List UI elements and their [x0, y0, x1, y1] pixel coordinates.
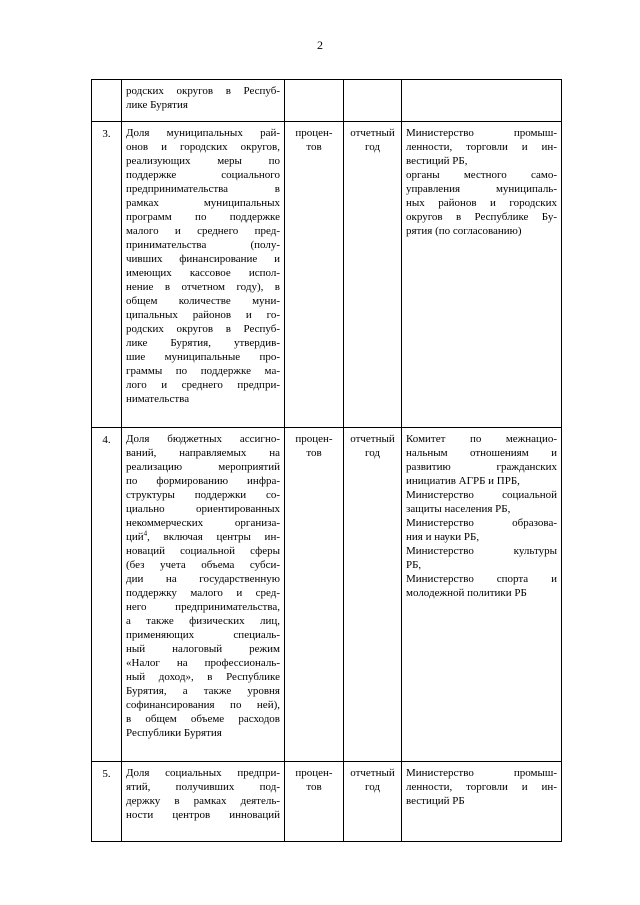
page-number: 2 [317, 38, 323, 52]
text-line: ленности, торговли и ин- [406, 781, 557, 793]
text-line: год [364, 781, 381, 793]
text-line: нение в отчетном году), в [126, 281, 280, 293]
text-line: а также физических лиц, [126, 615, 280, 627]
cell-unit [285, 428, 344, 762]
text-line: онов и городских округов, [126, 141, 280, 153]
text-line: чивших финансирование и [126, 253, 280, 265]
text-line: по формированию инфра- [126, 475, 280, 487]
text-line: ятий, получивших под- [126, 781, 280, 793]
text-line: шие муниципальные про- [126, 351, 280, 363]
cell-responsible [402, 762, 562, 842]
text-line: предпринимательства в [126, 183, 280, 195]
text-line: тов [306, 781, 322, 793]
text-line: реализующих меры по [126, 155, 280, 167]
text-line: год [364, 447, 381, 459]
text-line: отчетный [350, 433, 395, 445]
text-line: держку в рамках деятель- [126, 795, 280, 807]
text-line: нимательства [126, 393, 190, 405]
text-line: структуры поддержки со- [126, 489, 280, 501]
text-line: программ по поддержке [126, 211, 280, 223]
text-line: Комитет по межнацио- [406, 433, 557, 445]
cell-num [92, 80, 122, 122]
text-line: Доля муниципальных рай- [126, 127, 280, 139]
text-line: процен- [295, 767, 333, 779]
text-line: принимательства (полу- [126, 239, 280, 251]
text-line: поддержку малого и сред- [126, 587, 280, 599]
text-line: ленности, торговли и ин- [406, 141, 557, 153]
text-line: Министерство промыш- [406, 127, 557, 139]
text-line: вестиций РБ [406, 795, 465, 807]
text-line: применяющих специаль- [126, 629, 280, 641]
text-line: Доля социальных предпри- [126, 767, 280, 779]
text-line: вестиций РБ, [406, 155, 468, 167]
cell-num: 5. [92, 762, 122, 842]
text-line: имеющих кассовое испол- [126, 267, 280, 279]
text-line: (без учета объема субси- [126, 559, 280, 571]
text-line: ципальных районов и го- [126, 309, 280, 321]
text-line: Министерство социальной [406, 489, 557, 501]
text-line: Доля бюджетных ассигно- [126, 433, 280, 445]
text-line: защиты населения РБ, [406, 503, 511, 515]
text-line: ных районов и городских [406, 197, 557, 209]
text-line: него предпринимательства, [126, 601, 280, 613]
cell-indicator-name [122, 762, 285, 842]
cell-indicator-name [122, 428, 285, 762]
text-line: циально ориентированных [126, 503, 280, 515]
text-line: год [364, 141, 381, 153]
text-line: граммы по поддержке ма- [126, 365, 280, 377]
text-line: новаций социальной сферы [126, 545, 280, 557]
table-row [92, 762, 562, 842]
text-line: нальным отношениям и [406, 447, 557, 459]
text-line: Бурятия, а также уровня [126, 685, 280, 697]
text-line: РБ, [406, 559, 422, 571]
text-line: Министерство спорта и [406, 573, 557, 585]
text-line: тов [306, 447, 322, 459]
text-line: ный налоговый режим [126, 643, 280, 655]
text-line: лике Бурятия [126, 99, 188, 111]
text-line: развитию гражданских [406, 461, 557, 473]
text-line: управления муниципаль- [406, 183, 557, 195]
text-line: малого и среднего пред- [126, 225, 280, 237]
text-line: ваний, направляемых на [126, 447, 280, 459]
text-line: родских округов в Респуб- [126, 85, 280, 97]
cell-responsible [402, 428, 562, 762]
cell-unit [285, 122, 344, 428]
cell-period [344, 428, 402, 762]
text-line: реализацию мероприятий [126, 461, 280, 473]
cell-period [344, 122, 402, 428]
text-line: Министерство культуры [406, 545, 557, 557]
text-line: молодежной политики РБ [406, 587, 527, 599]
text-line: лого и среднего предпри- [126, 379, 280, 391]
text-line: органы местного само- [406, 169, 557, 181]
cell-period [344, 762, 402, 842]
cell-num: 3. [92, 122, 122, 428]
cell-unit [285, 80, 344, 122]
footnote-marker: 4 [143, 529, 148, 538]
text-line: рамках муниципальных [126, 197, 280, 209]
text-line: рятия (по согласованию) [406, 225, 522, 237]
text-line: отчетный [350, 767, 395, 779]
text-line: округов в Республике Бу- [406, 211, 557, 223]
indicators-table [91, 79, 562, 842]
text-fragment: , включая центры ин- [147, 531, 280, 543]
cell-num: 4. [92, 428, 122, 762]
text-line: дии на государственную [126, 573, 280, 585]
text-line: процен- [295, 127, 333, 139]
text-line: некоммерческих организа- [126, 517, 280, 529]
cell-responsible [402, 80, 562, 122]
text-line: ный доход», в Республике [126, 671, 280, 683]
text-line: общем количестве муни- [126, 295, 280, 307]
text-line: Министерство промыш- [406, 767, 557, 779]
cell-unit [285, 762, 344, 842]
cell-indicator-name [122, 80, 285, 122]
text-line: процен- [295, 433, 333, 445]
text-line: ности центров инноваций [126, 809, 280, 821]
text-line: отчетный [350, 127, 395, 139]
table-row [92, 122, 562, 428]
cell-responsible [402, 122, 562, 428]
text-line-with-footnote [126, 530, 280, 544]
text-line: Министерство образова- [406, 517, 557, 529]
text-line: инициатив АГРБ и ПРБ, [406, 475, 520, 487]
text-line: в общем объеме расходов [126, 713, 280, 725]
text-fragment: ций [126, 531, 144, 543]
table-row [92, 428, 562, 762]
text-line: «Налог на профессиональ- [126, 657, 280, 669]
text-line: родских округов в Респуб- [126, 323, 280, 335]
cell-indicator-name [122, 122, 285, 428]
text-line: лике Бурятия, утвердив- [126, 337, 280, 349]
text-line: поддержке социального [126, 169, 280, 181]
text-line: ния и науки РБ, [406, 531, 480, 543]
text-line: Республики Бурятия [126, 727, 222, 739]
cell-period [344, 80, 402, 122]
table-row-continuation [92, 80, 562, 122]
text-line: софинансирования по ней), [126, 699, 280, 711]
text-line: тов [306, 141, 322, 153]
